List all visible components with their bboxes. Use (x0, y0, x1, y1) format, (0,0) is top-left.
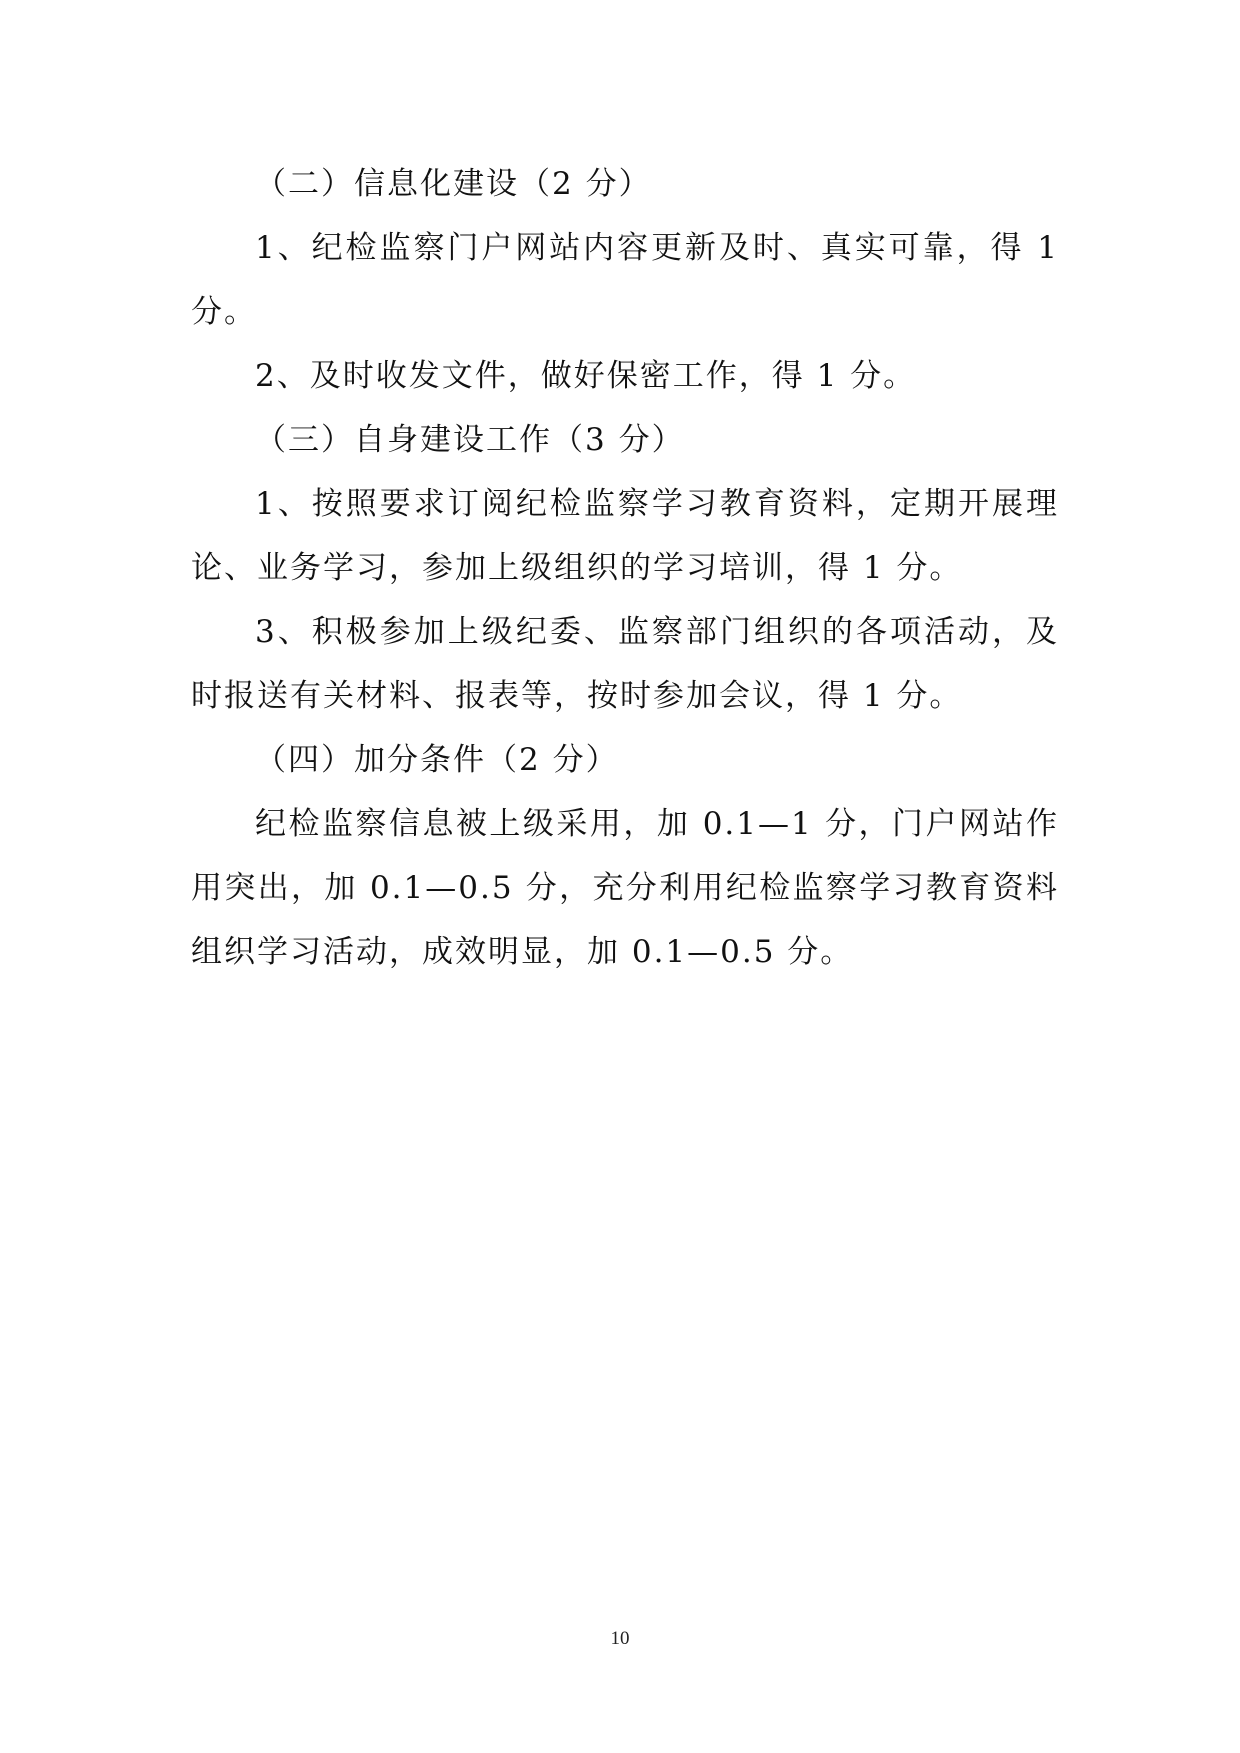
section-heading-self-building: （三）自身建设工作（3 分） (255, 422, 685, 458)
paragraph-study-materials: 1、按照要求订阅纪检监察学习教育资料，定期开展理论、业务学习，参加上级组织的学习培训，得 1 分。 (191, 486, 1059, 586)
paragraph-activities: 3、积极参加上级纪委、监察部门组织的各项活动，及时报送有关材料、报表等，按时参加会议，得 1 分。 (191, 614, 1059, 714)
page-number: 10 (610, 1628, 630, 1649)
section-heading-bonus: （四）加分条件（2 分） (255, 742, 619, 778)
section-heading-informatization: （二）信息化建设（2 分） (255, 166, 652, 202)
document-body (191, 152, 1059, 984)
paragraph-website-update: 1、纪检监察门户网站内容更新及时、真实可靠，得 1 分。 (191, 230, 1059, 330)
paragraph-document-handling: 2、及时收发文件，做好保密工作，得 1 分。 (255, 358, 917, 394)
paragraph-bonus-conditions: 纪检监察信息被上级采用，加 0.1—1 分，门户网站作用突出，加 0.1—0.5 分，充分利用纪检监察学习教育资料组织学习活动，成效明显，加 0.1—0.5 分。 (191, 806, 1059, 970)
